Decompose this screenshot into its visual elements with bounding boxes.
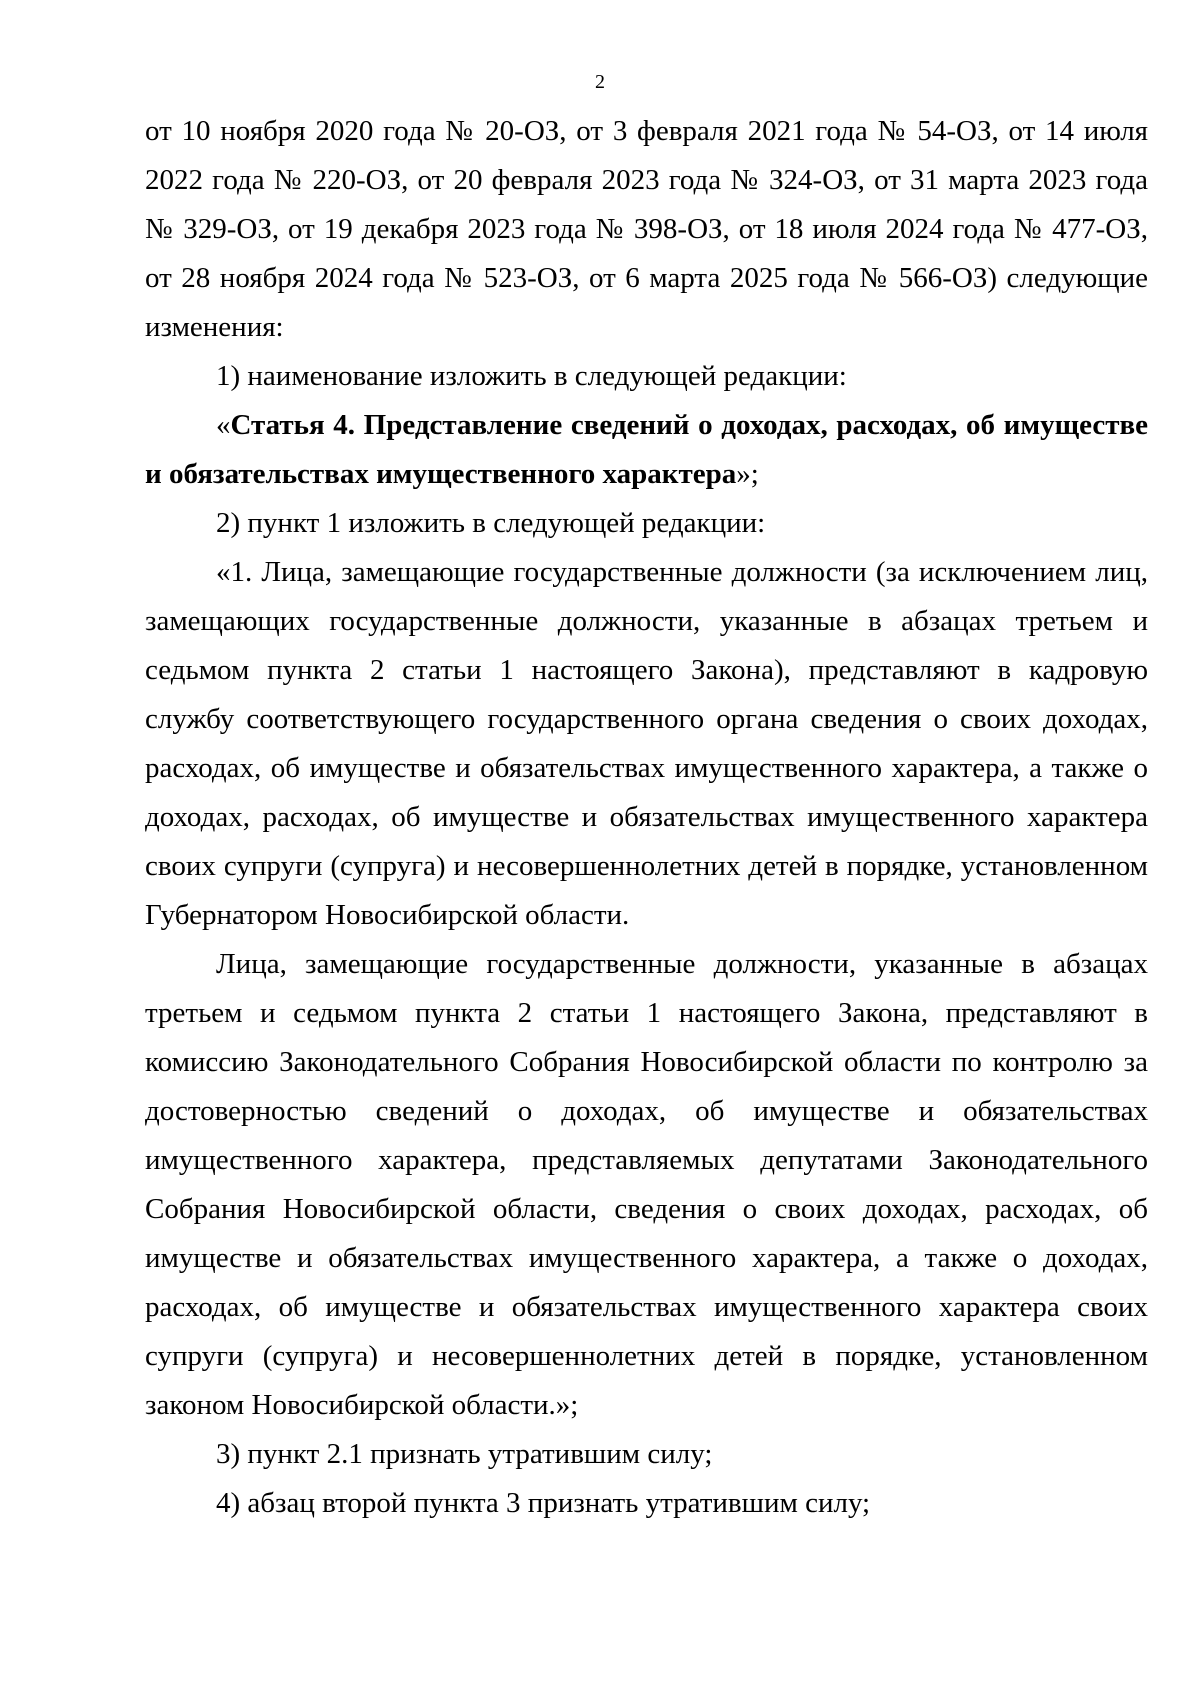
- document-body: [145, 107, 1148, 1528]
- paragraph-clause-1-second: Лица, замещающие государственные должности, указанные в абзацах третьем и седьмом пункта 2 статьи 1 настоящего Закона, представляют в комиссию Законодательного Собрания Новосибирской области по контролю за достоверностью сведений о доходах, об имуществе и обязательствах имущественного характера, представляемых депутатами Законодательного Собрания Новосибирской области, сведения о своих доходах, расходах, об имуществе и обязательствах имущественного характера, а также о доходах, расходах, об имуществе и обязательствах имущественного характера своих супруги (супруга) и несовершеннолетних детей в порядке, установленном законом Новосибирской области.»;: [145, 948, 1148, 1421]
- paragraph-amendment-list: от 10 ноября 2020 года № 20-ОЗ, от 3 февраля 2021 года № 54-ОЗ, от 14 июля 2022 года № 220-ОЗ, от 20 февраля 2023 года № 324-ОЗ, от 31 марта 2023 года № 329-ОЗ, от 19 декабря 2023 года № 398-ОЗ, от 18 июля 2024 года № 477-ОЗ, от 28 ноября 2024 года № 523-ОЗ, от 6 марта 2025 года № 566-ОЗ) следующие изменения:: [145, 115, 1148, 343]
- paragraph-item-2: 2) пункт 1 изложить в следующей редакции:: [216, 507, 766, 539]
- paragraph-item-3: 3) пункт 2.1 признать утратившим силу;: [216, 1438, 713, 1470]
- paragraph-clause-1: «1. Лица, замещающие государственные должности (за исключением лиц, замещающих государственные должности, указанные в абзацах третьем и седьмом пункта 2 статьи 1 настоящего Закона), представляют в кадровую службу соответствующего государственного органа сведения о своих доходах, расходах, об имуществе и обязательствах имущественного характера, а также о доходах, расходах, об имуществе и обязательствах имущественного характера своих супруги (супруга) и несовершеннолетних детей в порядке, установленном Губернатором Новосибирской области.: [145, 556, 1148, 931]
- article-title-bold: Статья 4. Представление сведений о доходах, расходах, об имуществе и обязательствах имущественного характера: [145, 409, 1148, 490]
- page-number: 2: [595, 71, 605, 93]
- quote-open: «: [216, 409, 231, 441]
- paragraph-item-1: 1) наименование изложить в следующей редакции:: [216, 360, 847, 392]
- paragraph-article-title: [145, 401, 1148, 499]
- paragraph-item-4: 4) абзац второй пункта 3 признать утратившим силу;: [216, 1487, 871, 1519]
- quote-close: »;: [736, 458, 759, 490]
